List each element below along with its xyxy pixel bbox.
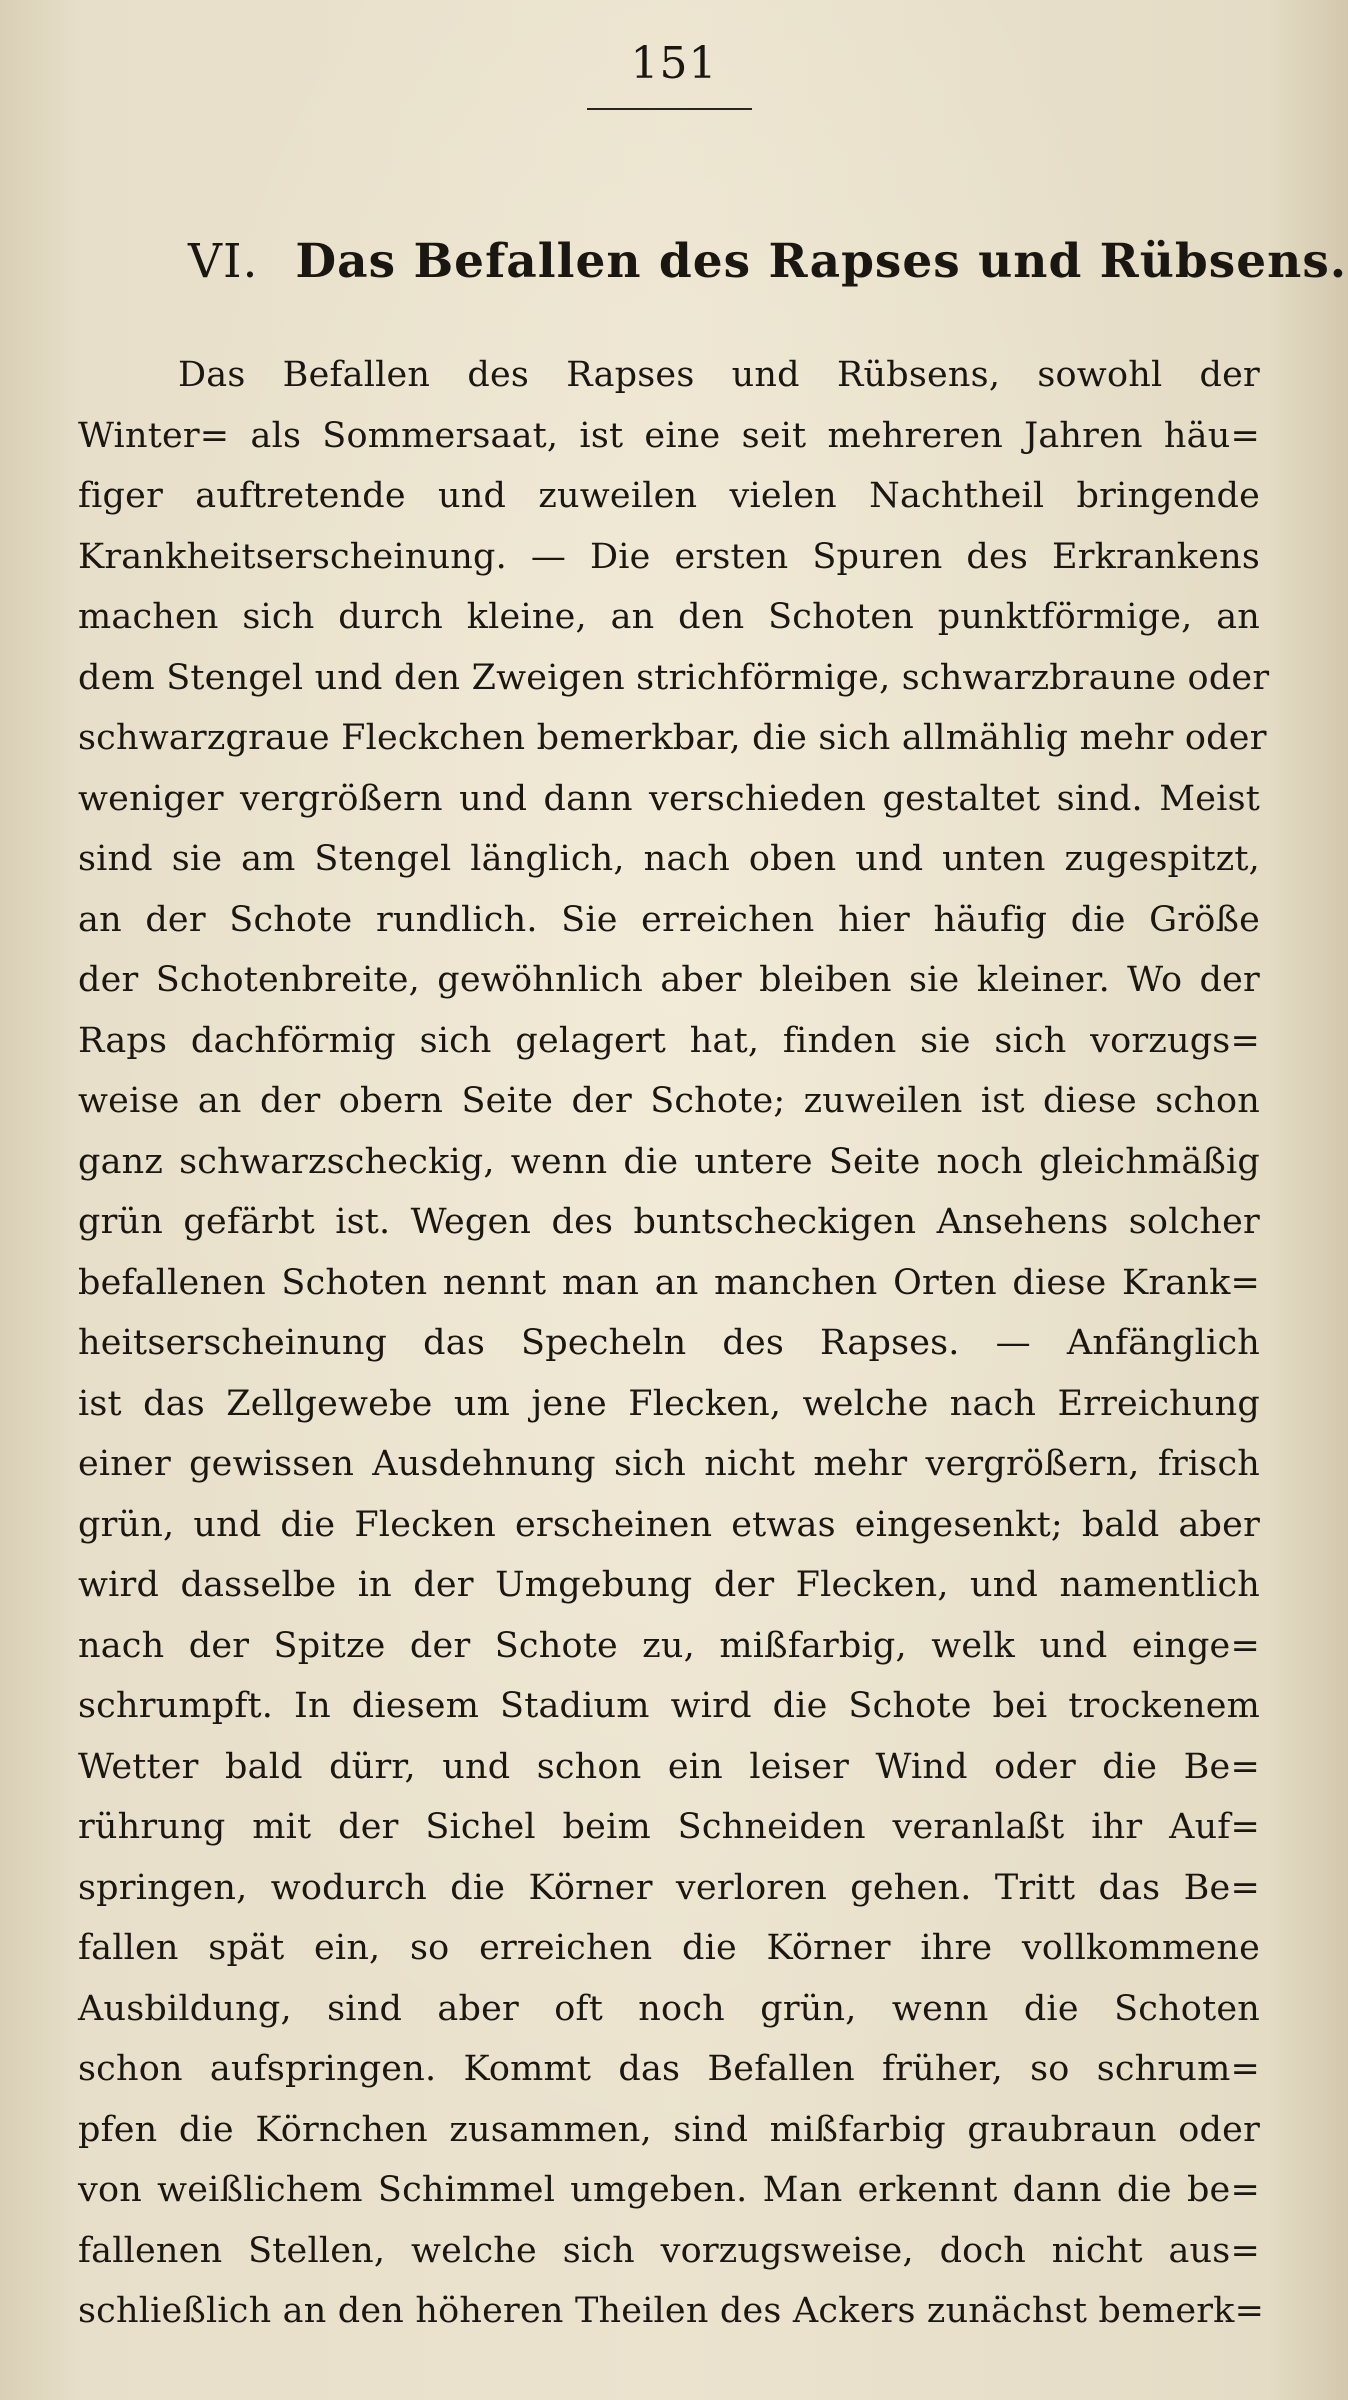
section-heading — [188, 234, 1348, 289]
text-line: einer gewissen Ausdehnung sich nicht mehr vergrößern, frisch — [78, 1444, 1260, 1484]
text-line: an der Schote rundlich. Sie erreichen hier häufig die Größe — [78, 899, 1260, 940]
text-line: rührung mit der Sichel beim Schneiden veranlaßt ihr Auf= — [78, 1807, 1260, 1847]
text-line: ist das Zellgewebe um jene Flecken, welche nach Erreichung — [78, 1383, 1260, 1424]
text-line: wird dasselbe in der Umgebung der Flecken, und namentlich — [78, 1565, 1260, 1605]
text-line: Winter= als Sommersaat, ist eine seit mehreren Jahren häu= — [78, 415, 1260, 456]
text-line: von weißlichem Schimmel umgeben. Man erkennt dann die be= — [78, 2170, 1260, 2210]
text-line: schrumpft. In diesem Stadium wird die Schote bei trockenem — [78, 1686, 1260, 1726]
text-line: weniger vergrößern und dann verschieden gestaltet sind. Meist — [78, 778, 1260, 819]
text-line: schwarzgraue Fleckchen bemerkbar, die sich allmählig mehr oder — [78, 718, 1267, 758]
text-line: springen, wodurch die Körner verloren gehen. Tritt das Be= — [78, 1867, 1260, 1908]
text-line: Raps dachförmig sich gelagert hat, finden sie sich vorzugs= — [78, 1020, 1260, 1061]
text-line: der Schotenbreite, gewöhnlich aber bleiben sie kleiner. Wo der — [78, 960, 1260, 1000]
page-number: 151 — [630, 38, 718, 89]
text-line: Ausbildung, sind aber oft noch grün, wenn die Schoten — [78, 1988, 1260, 2029]
text-line: heitserscheinung das Specheln des Rapses. — Anfänglich — [78, 1323, 1260, 1363]
text-line: fallen spät ein, so erreichen die Körner ihre vollkommene — [78, 1928, 1260, 1968]
text-line: schließlich an den höheren Theilen des Ackers zunächst bemerk= — [78, 2291, 1265, 2331]
text-line: figer auftretende und zuweilen vielen Nachtheil bringende — [78, 476, 1260, 516]
text-line: grün, und die Flecken erscheinen etwas eingesenkt; bald aber — [78, 1504, 1260, 1545]
section-title: Das Befallen des Rapses und Rübsens. — [295, 234, 1348, 289]
text-line: befallenen Schoten nennt man an manchen Orten diese Krank= — [78, 1262, 1260, 1303]
text-line: dem Stengel und den Zweigen strichförmige, schwarzbraune oder — [78, 657, 1270, 698]
text-line: weise an der obern Seite der Schote; zuweilen ist diese schon — [78, 1081, 1260, 1121]
text-line: fallenen Stellen, welche sich vorzugsweise, doch nicht aus= — [78, 2230, 1260, 2271]
text-line: sind sie am Stengel länglich, nach oben und unten zugespitzt, — [78, 839, 1260, 879]
text-line: Krankheitserscheinung. — Die ersten Spuren des Erkrankens — [78, 536, 1260, 577]
body-text — [78, 345, 1270, 2342]
text-line: pfen die Körnchen zusammen, sind mißfarbig graubraun oder — [78, 2109, 1260, 2150]
section-number: VI. — [188, 234, 259, 289]
text-line: machen sich durch kleine, an den Schoten punktförmige, an — [78, 597, 1260, 637]
text-line: nach der Spitze der Schote zu, mißfarbig, welk und einge= — [78, 1625, 1260, 1666]
text-line: Wetter bald dürr, und schon ein leiser Wind oder die Be= — [78, 1746, 1260, 1787]
page-number-rule — [587, 108, 752, 110]
text-line: grün gefärbt ist. Wegen des buntscheckigen Ansehens solcher — [78, 1202, 1260, 1242]
text-line: Das Befallen des Rapses und Rübsens, sowohl der — [178, 355, 1260, 395]
text-line: schon aufspringen. Kommt das Befallen früher, so schrum= — [78, 2049, 1260, 2089]
text-line: ganz schwarzscheckig, wenn die untere Seite noch gleichmäßig — [78, 1141, 1260, 1182]
